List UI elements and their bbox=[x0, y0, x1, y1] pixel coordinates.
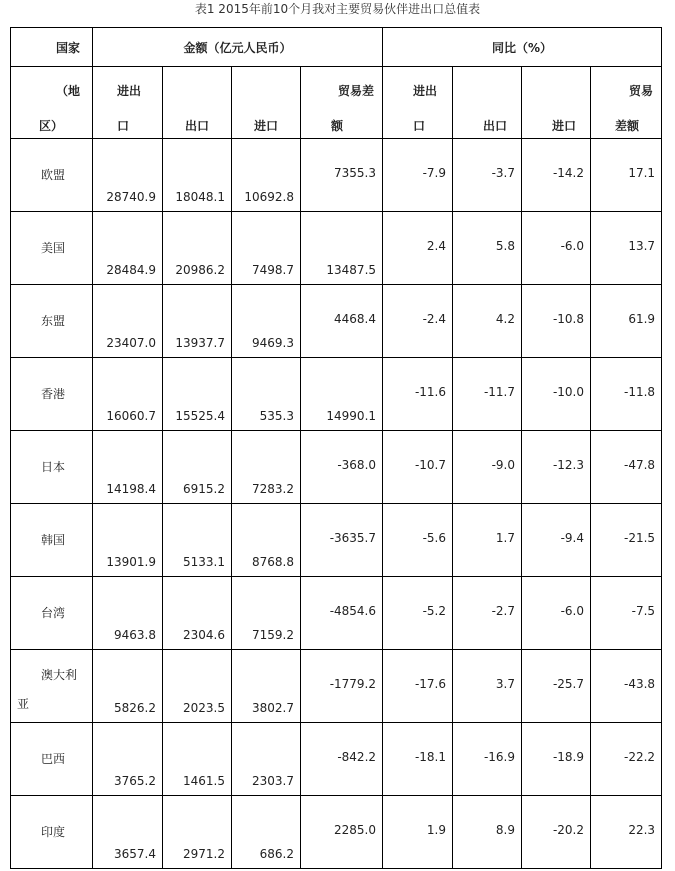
country-name: 日本 bbox=[41, 460, 66, 474]
cell-total: 13901.9 bbox=[106, 555, 156, 569]
table-row bbox=[11, 431, 662, 504]
cell-yoy-import: -10.0 bbox=[552, 385, 585, 399]
country-name: 美国 bbox=[41, 241, 66, 255]
cell-yoy-total: -7.9 bbox=[422, 166, 447, 180]
header-col-import-bottom: 进口 bbox=[254, 119, 279, 133]
cell-yoy-export: -3.7 bbox=[491, 166, 516, 180]
cell-balance: -842.2 bbox=[337, 750, 377, 764]
country-name: 韩国 bbox=[41, 533, 66, 547]
header-country-cell bbox=[11, 28, 93, 67]
cell-total: 9463.8 bbox=[114, 628, 156, 642]
cell-balance: 13487.5 bbox=[326, 263, 377, 277]
country-name: 台湾 bbox=[41, 606, 66, 620]
cell-balance: 7355.3 bbox=[334, 166, 377, 180]
cell-yoy-total: -18.1 bbox=[414, 750, 447, 764]
cell-yoy-export: -2.7 bbox=[491, 604, 516, 618]
cell-yoy-export: 5.8 bbox=[495, 239, 516, 253]
cell-import: 535.3 bbox=[259, 409, 294, 423]
cell-yoy-export: 4.2 bbox=[495, 312, 516, 326]
cell-yoy-total: -17.6 bbox=[414, 677, 447, 691]
header-col-yoy-export bbox=[453, 67, 522, 139]
country-name: 印度 bbox=[41, 825, 66, 839]
cell-yoy-balance: -7.5 bbox=[631, 604, 656, 618]
cell-yoy-balance: -43.8 bbox=[623, 677, 656, 691]
cell-export: 20986.2 bbox=[175, 263, 225, 277]
cell-export: 5133.1 bbox=[183, 555, 225, 569]
cell-import: 8768.8 bbox=[252, 555, 294, 569]
header-col-total-bottom: 口 bbox=[117, 119, 130, 133]
cell-import: 3802.7 bbox=[252, 701, 294, 715]
header-col-balance-bottom: 额 bbox=[331, 119, 344, 133]
table-row bbox=[11, 358, 662, 431]
cell-yoy-balance: 61.9 bbox=[628, 312, 656, 326]
cell-balance: -1779.2 bbox=[329, 677, 377, 691]
header-country-cell-2 bbox=[11, 67, 93, 139]
header-col-yoy-total bbox=[383, 67, 453, 139]
table-row bbox=[11, 796, 662, 869]
header-country-line2a: （地 bbox=[56, 84, 81, 98]
country-name: 香港 bbox=[41, 387, 66, 401]
cell-import: 7498.7 bbox=[252, 263, 294, 277]
table-row bbox=[11, 139, 662, 212]
cell-yoy-import: -20.2 bbox=[552, 823, 585, 837]
cell-yoy-total: -2.4 bbox=[422, 312, 447, 326]
cell-export: 2971.2 bbox=[183, 847, 225, 861]
cell-import: 7283.2 bbox=[252, 482, 294, 496]
cell-balance: -3635.7 bbox=[329, 531, 377, 545]
cell-yoy-import: -6.0 bbox=[560, 604, 585, 618]
cell-import: 2303.7 bbox=[252, 774, 294, 788]
cell-total: 16060.7 bbox=[106, 409, 156, 423]
header-col-yoy-import-bottom: 进口 bbox=[552, 119, 577, 133]
header-col-balance-top: 贸易差 bbox=[338, 84, 375, 98]
cell-total: 3657.4 bbox=[114, 847, 156, 861]
header-yoy-group: 同比（%） bbox=[383, 28, 662, 67]
cell-yoy-total: -10.7 bbox=[414, 458, 447, 472]
cell-total: 28740.9 bbox=[106, 190, 156, 204]
cell-yoy-total: 1.9 bbox=[426, 823, 447, 837]
cell-total: 3765.2 bbox=[114, 774, 156, 788]
cell-total: 28484.9 bbox=[106, 263, 156, 277]
cell-yoy-total: -5.6 bbox=[422, 531, 447, 545]
cell-yoy-import: -14.2 bbox=[552, 166, 585, 180]
header-country-line2b: 区） bbox=[39, 119, 64, 133]
cell-yoy-export: 3.7 bbox=[495, 677, 516, 691]
cell-export: 13937.7 bbox=[175, 336, 225, 350]
cell-balance: 4468.4 bbox=[334, 312, 377, 326]
cell-yoy-total: 2.4 bbox=[426, 239, 447, 253]
cell-yoy-import: -6.0 bbox=[560, 239, 585, 253]
cell-yoy-export: -11.7 bbox=[483, 385, 516, 399]
cell-total: 5826.2 bbox=[114, 701, 156, 715]
country-name: 巴西 bbox=[41, 752, 66, 766]
cell-yoy-import: -25.7 bbox=[552, 677, 585, 691]
header-col-yoy-total-top: 进出 bbox=[413, 84, 438, 98]
header-col-yoy-export-bottom: 出口 bbox=[483, 119, 508, 133]
cell-yoy-balance: -11.8 bbox=[623, 385, 656, 399]
header-col-import bbox=[232, 67, 301, 139]
cell-yoy-import: -9.4 bbox=[560, 531, 585, 545]
cell-yoy-balance: -47.8 bbox=[623, 458, 656, 472]
cell-yoy-export: -16.9 bbox=[483, 750, 516, 764]
header-col-export-bottom: 出口 bbox=[185, 119, 210, 133]
header-col-yoy-balance-bottom: 差额 bbox=[615, 119, 640, 133]
cell-export: 2023.5 bbox=[183, 701, 225, 715]
table-row bbox=[11, 650, 662, 723]
header-col-total bbox=[93, 67, 163, 139]
header-amount-group: 金额（亿元人民币） bbox=[93, 28, 383, 67]
table-row bbox=[11, 285, 662, 358]
header-col-yoy-balance bbox=[591, 67, 662, 139]
header-col-yoy-balance-top: 贸易 bbox=[629, 84, 654, 98]
cell-yoy-total: -5.2 bbox=[422, 604, 447, 618]
cell-import: 9469.3 bbox=[252, 336, 294, 350]
cell-balance: 2285.0 bbox=[334, 823, 377, 837]
cell-yoy-balance: 17.1 bbox=[628, 166, 656, 180]
table-row bbox=[11, 504, 662, 577]
country-name: 东盟 bbox=[41, 314, 66, 328]
cell-yoy-balance: 13.7 bbox=[628, 239, 656, 253]
cell-yoy-export: 1.7 bbox=[495, 531, 516, 545]
cell-yoy-export: 8.9 bbox=[495, 823, 516, 837]
cell-yoy-total: -11.6 bbox=[414, 385, 447, 399]
cell-import: 7159.2 bbox=[252, 628, 294, 642]
cell-yoy-balance: -21.5 bbox=[623, 531, 656, 545]
table-caption: 表1 2015年前10个月我对主要贸易伙伴进出口总值表 bbox=[194, 2, 481, 16]
cell-yoy-import: -10.8 bbox=[552, 312, 585, 326]
country-name: 欧盟 bbox=[41, 168, 66, 182]
table-row bbox=[11, 577, 662, 650]
cell-export: 15525.4 bbox=[175, 409, 225, 423]
cell-export: 18048.1 bbox=[175, 190, 225, 204]
table-row bbox=[11, 723, 662, 796]
cell-balance: -368.0 bbox=[337, 458, 377, 472]
cell-yoy-balance: 22.3 bbox=[628, 823, 656, 837]
cell-yoy-balance: -22.2 bbox=[623, 750, 656, 764]
cell-export: 2304.6 bbox=[183, 628, 225, 642]
header-col-balance bbox=[301, 67, 383, 139]
cell-yoy-import: -12.3 bbox=[552, 458, 585, 472]
cell-balance: 14990.1 bbox=[326, 409, 377, 423]
cell-export: 1461.5 bbox=[183, 774, 225, 788]
trade-table bbox=[10, 27, 662, 869]
country-name-wrap: 亚 bbox=[17, 697, 30, 711]
country-name: 澳大利 bbox=[41, 668, 78, 682]
header-col-total-top: 进出 bbox=[117, 84, 142, 98]
cell-balance: -4854.6 bbox=[329, 604, 377, 618]
cell-yoy-export: -9.0 bbox=[491, 458, 516, 472]
header-country-line1: 国家 bbox=[56, 41, 81, 55]
cell-import: 10692.8 bbox=[244, 190, 294, 204]
header-col-yoy-import bbox=[522, 67, 591, 139]
cell-yoy-import: -18.9 bbox=[552, 750, 585, 764]
header-col-export bbox=[163, 67, 232, 139]
table-row bbox=[11, 212, 662, 285]
header-col-yoy-total-bottom: 口 bbox=[413, 119, 426, 133]
cell-total: 14198.4 bbox=[106, 482, 156, 496]
cell-import: 686.2 bbox=[259, 847, 294, 861]
cell-export: 6915.2 bbox=[183, 482, 225, 496]
cell-total: 23407.0 bbox=[106, 336, 156, 350]
